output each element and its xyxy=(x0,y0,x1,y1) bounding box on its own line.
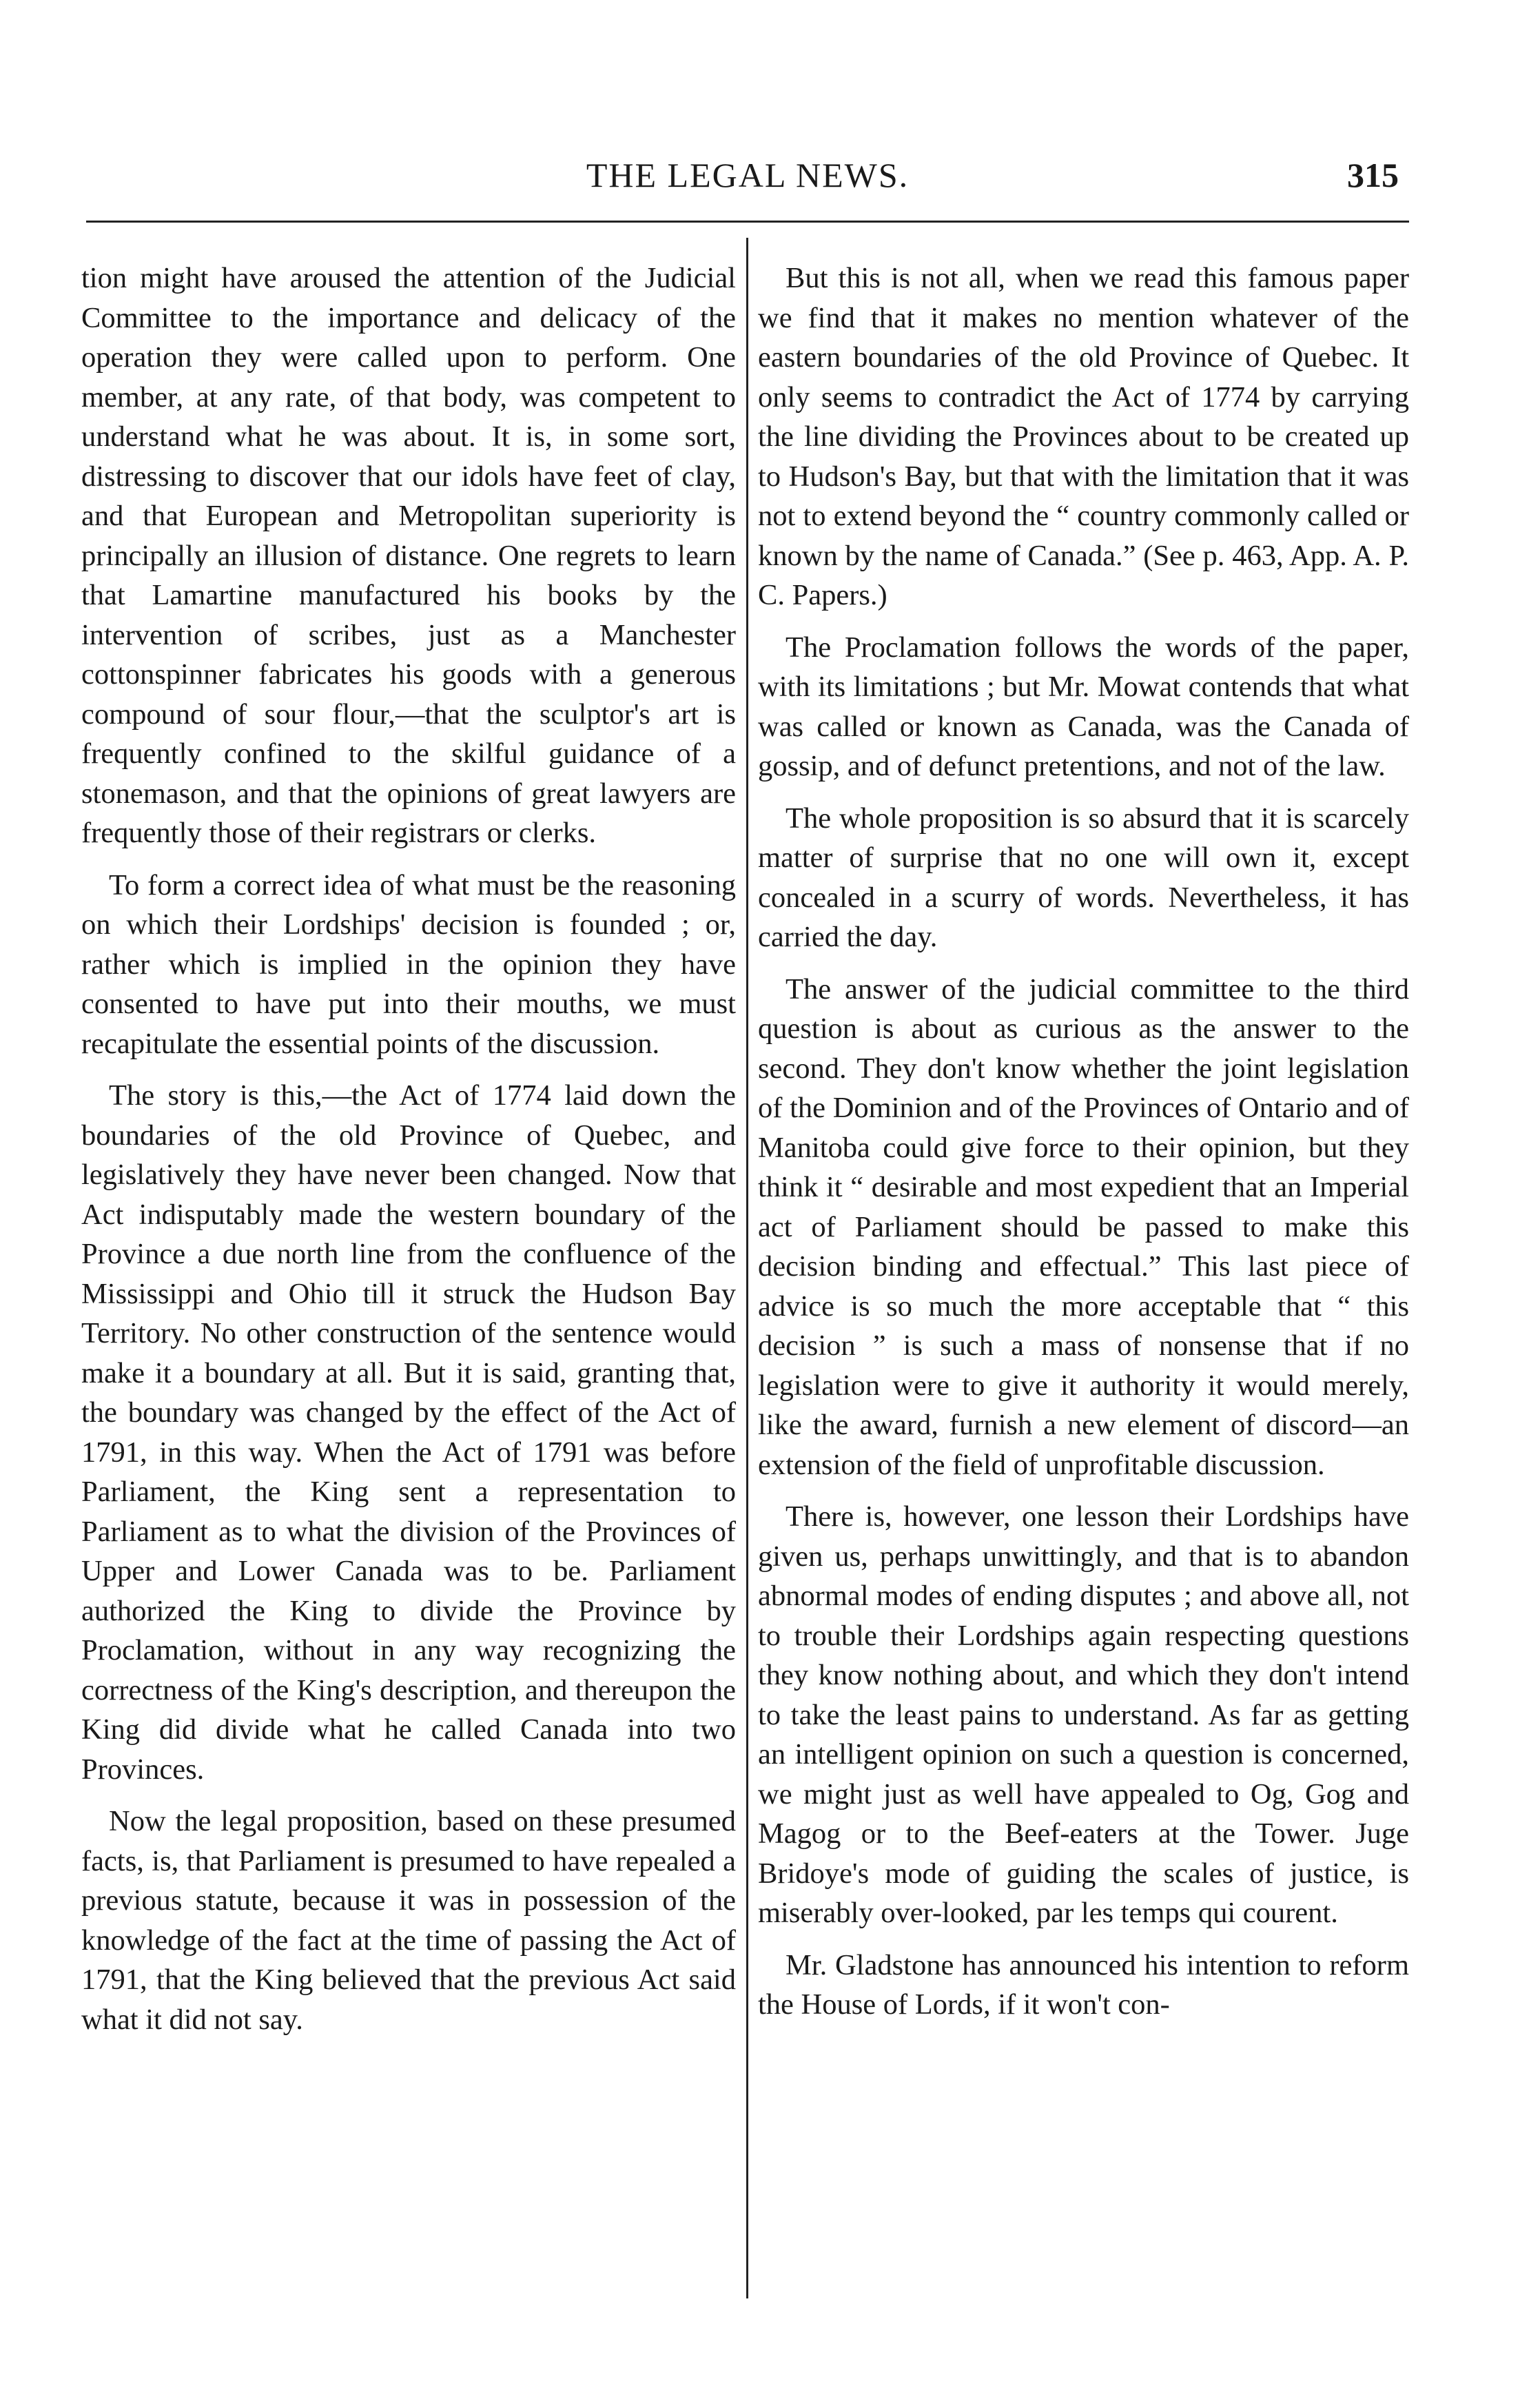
paragraph: The story is this,—the Act of 1774 laid down the boundaries of the old Province of Quebec, and legislatively they have never been changed. Now that Act indisputably made the western boundary of the Province a due north line from the confluence of the Mississippi and Ohio till it struck the Hudson Bay Territory. No other construction of the sentence would make it a boundary at all. But it is said, granting that, the boundary was changed by the effect of the Act of 1791, in this way. When the Act of 1791 was before Parliament, the King sent a representation to Parliament as to what the division of the Provinces of Upper and Lower Canada was to be. Parliament authorized the King to divide the Province by Proclamation, without in any way recognizing the correctness of the King's description, and thereupon the King did divide what he called Canada into two Provinces. xyxy=(81,1079,736,1786)
paragraph: tion might have aroused the attention of the Judicial Committee to the importance and delicacy of the operation they were called upon to perform. One member, at any rate, of that body, was competent to understand what he was about. It is, in some sort, distressing to discover that our idols have feet of clay, and that European and Metropolitan superiority is principally an illusion of distance. One regrets to learn that Lamartine manufactured his books by the intervention of scribes, just as a Manchester cottonspinner fabricates his goods with a generous compound of sour flour,—that the sculptor's art is frequently confined to the skilful guidance of a stonemason, and that the opinions of great lawyers are frequently those of their registrars or clerks. xyxy=(81,262,736,849)
header-rule xyxy=(86,221,1409,223)
paragraph: There is, however, one lesson their Lordships have given us, perhaps unwittingly, and that is to abandon abnormal modes of ending disputes ; and above all, not to trouble their Lordships again respecting questions they know nothing about, and which they don't intend to take the least pains to understand. As far as getting an intelligent opinion on such a question is concerned, we might just as well have appealed to Og, Gog and Magog or to the Beef-eaters at the Tower. Juge Bridoye's mode of guiding the scales of justice, is miserably over-looked, par les temps qui courent. xyxy=(758,1500,1409,1929)
paragraph: The answer of the judicial committee to the third question is about as curious as the answer to the second. They don't know whether the joint legislation of the Dominion and of the Provinces of Ontario and of Manitoba could give force to their opinion, but they think it “ desirable and most expedient that an Imperial act of Parliament should be passed to make this decision binding and effectual.” This last piece of advice is so much the more acceptable that “ this decision ” is such a mass of nonsense that if no legislation were to give it authority it would merely, like the award, furnish a new element of discord—an extension of the field of unprofitable discussion. xyxy=(758,972,1409,1481)
paragraph: To form a correct idea of what must be the reasoning on which their Lordships' decision is founded ; or, rather which is implied in the opinion they have consented to have put into their mouths, we must recapitulate the essential points of the discussion. xyxy=(81,868,736,1060)
paragraph: The whole proposition is so absurd that it is scarcely matter of surprise that no one will own it, except concealed in a scurry of words. Nevertheless, it has carried the day. xyxy=(758,802,1409,953)
paragraph: Now the legal proposition, based on these presumed facts, is, that Parliament is presumed to have repealed a previous statute, because it was in possession of the knowledge of the fact at the time of passing the Act of 1791, that the King believed that the previous Act said what it did not say. xyxy=(81,1805,736,2036)
journal-title: THE LEGAL NEWS. xyxy=(586,156,910,194)
paragraph: The Proclamation follows the words of the paper, with its limitations ; but Mr. Mowat contends that what was called or known as Canada, was the Canada of gossip, and of defunct pretentions, and not of the law. xyxy=(758,631,1409,782)
running-header xyxy=(83,155,1413,203)
paragraph: But this is not all, when we read this famous paper we find that it makes no mention whatever of the eastern boundaries of the old Province of Quebec. It only seems to contradict the Act of 1774 by carrying the line dividing the Provinces about to be created up to Hudson's Bay, but that with the limitation that it was not to extend beyond the “ country commonly called or known by the name of Canada.” (See p. 463, App. A. P. C. Papers.) xyxy=(758,262,1409,611)
left-column xyxy=(81,258,736,2039)
paragraph: Mr. Gladstone has announced his intention to reform the House of Lords, if it won't con- xyxy=(758,1948,1409,2021)
page-number: 315 xyxy=(1347,156,1399,194)
right-column xyxy=(758,258,1409,2025)
column-divider xyxy=(746,238,748,2298)
